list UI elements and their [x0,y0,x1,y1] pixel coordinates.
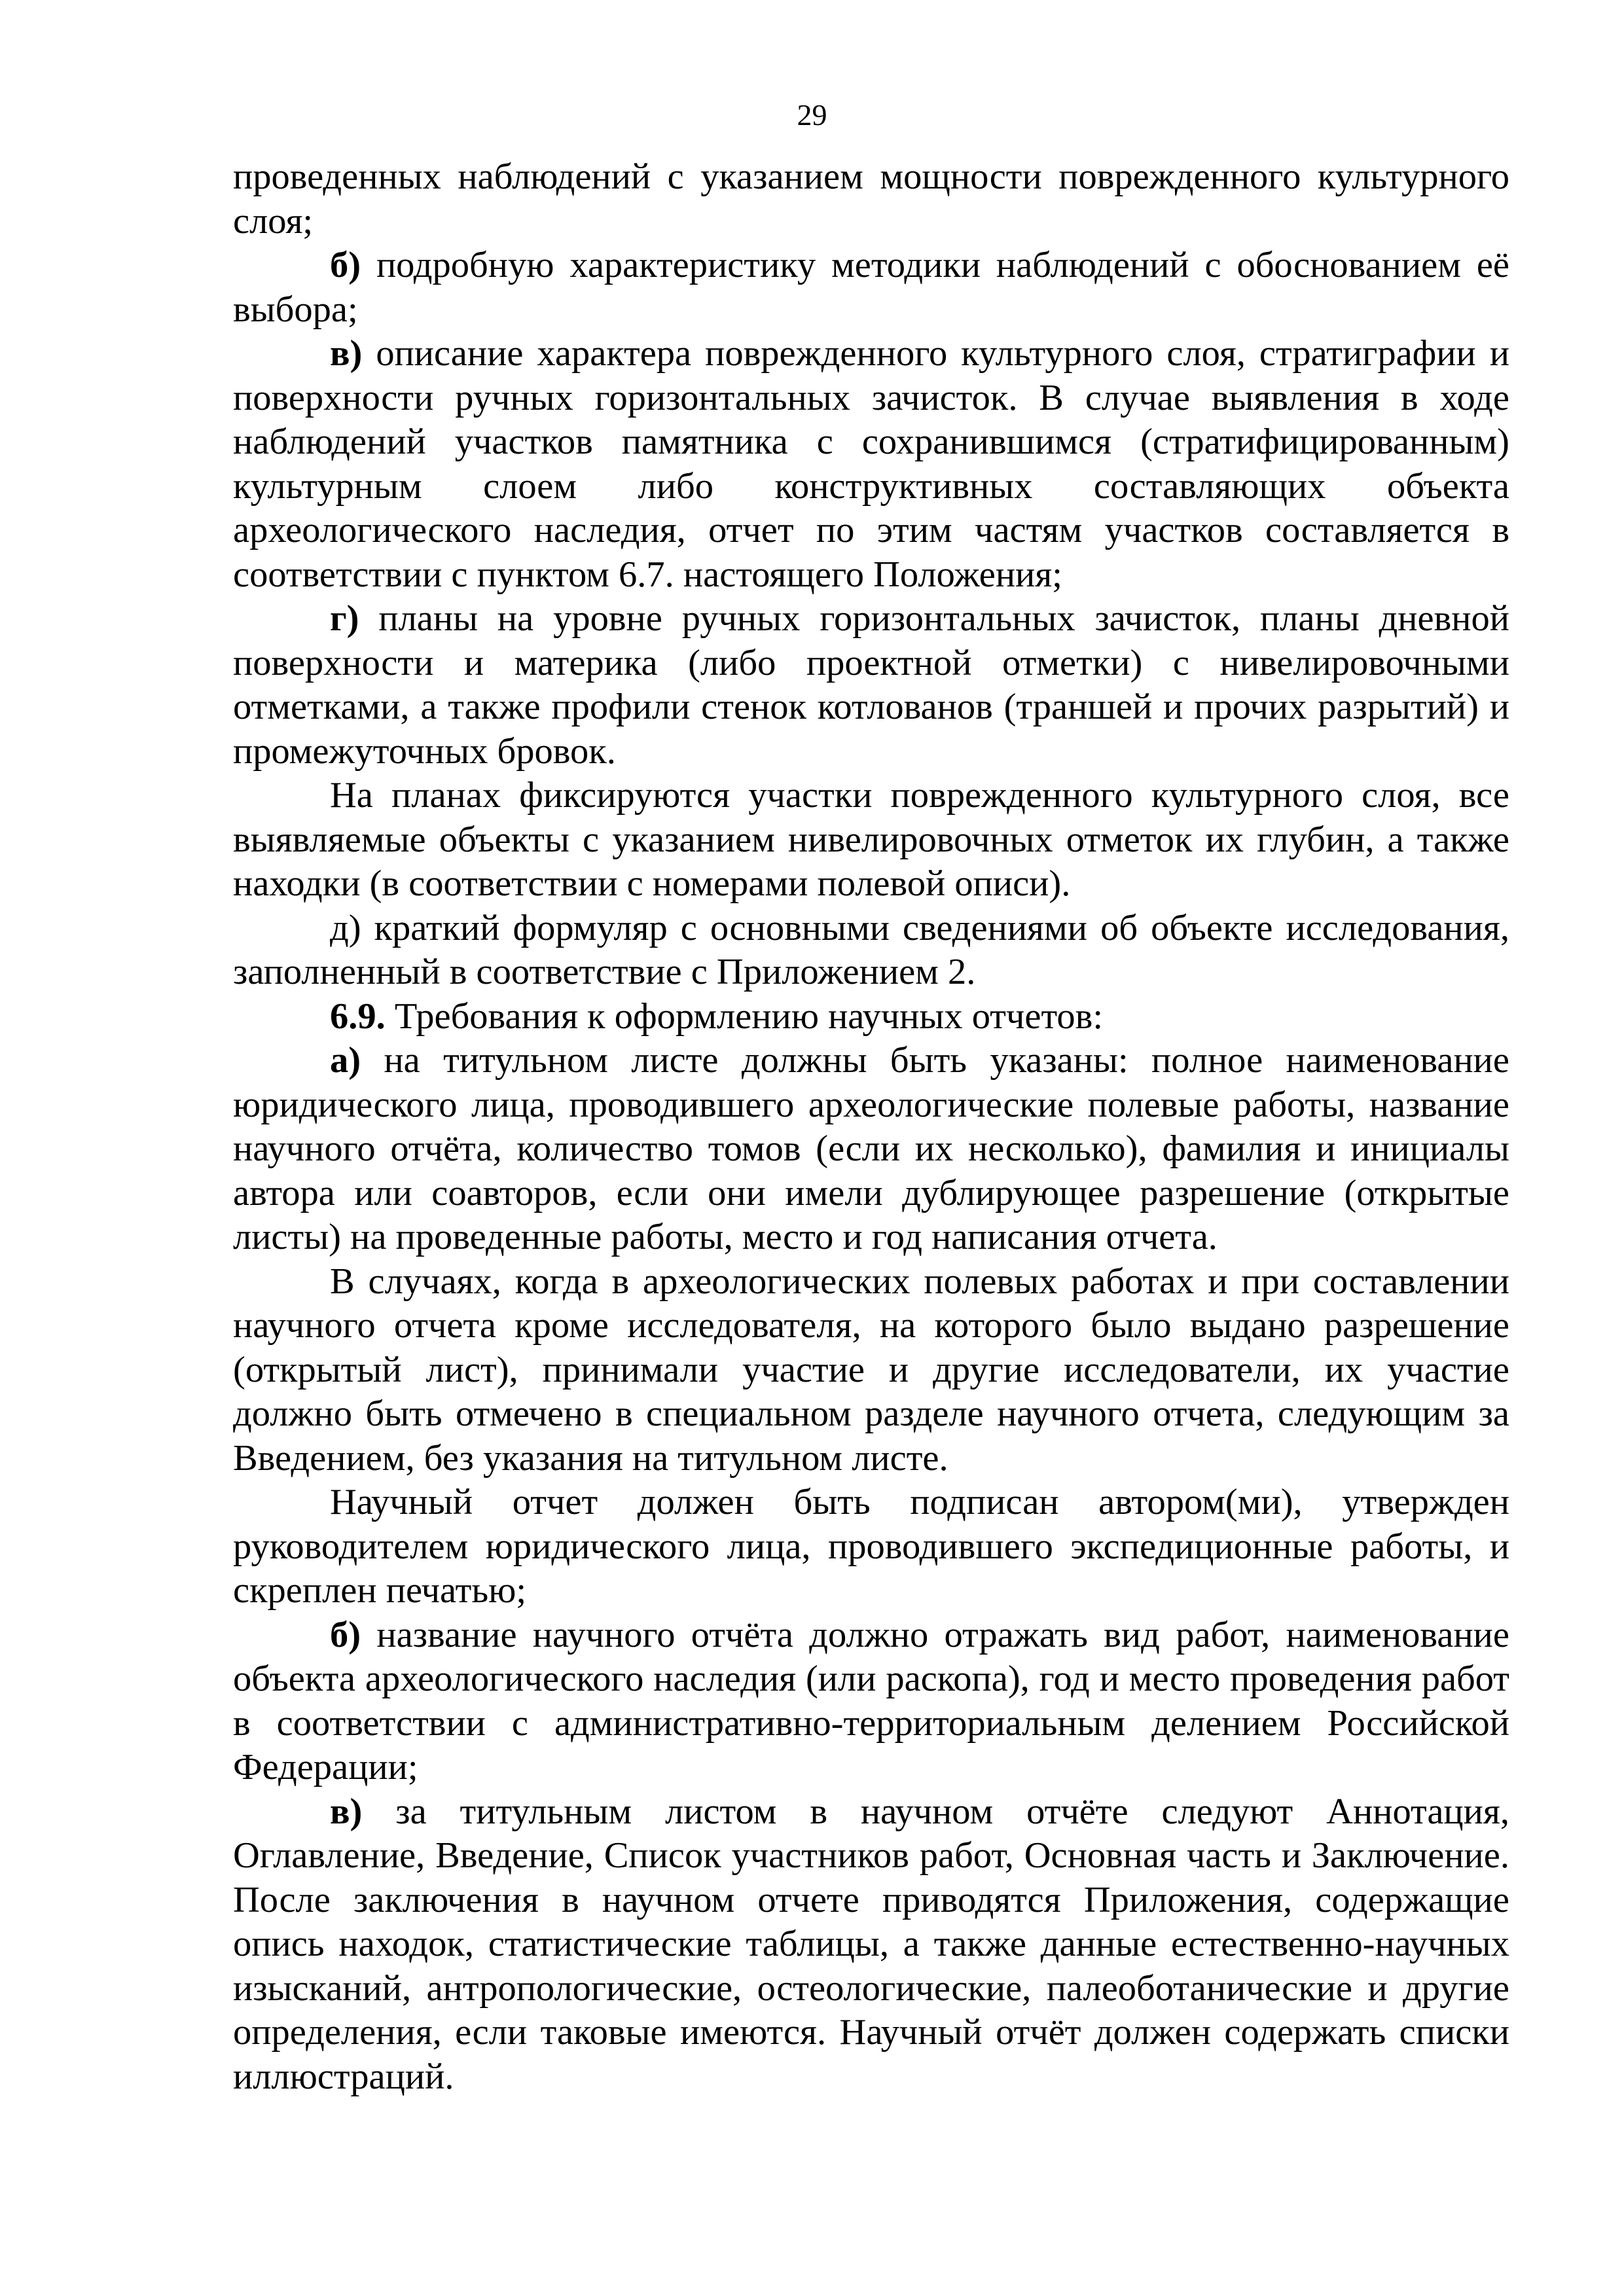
paragraph-item-v-2 [233,1790,1509,2100]
paragraph-text: В случаях, когда в археологических полевых работах и при составлении научного отчета кроме исследователя, на которого было выдано разрешение (открытый лист), принимали участие и другие исследователи, их участие должно быть отмечено в специальном разделе научного отчета, следующим за Введением, без указания на титульном листе. [233,1261,1509,1479]
paragraph-marker: а) [330,1040,361,1081]
paragraph-item-g [233,597,1509,774]
paragraph-marker: 6.9. [330,996,386,1037]
paragraph-text: На планах фиксируются участки поврежденного культурного слоя, все выявляемые объекты с указанием нивелировочных отметок их глубин, а также находки (в соответствии с номерами полевой описи). [233,775,1509,904]
paragraph-text: проведенных наблюдений с указанием мощности поврежденного культурного слоя; [233,156,1509,242]
paragraph-cases [233,1260,1509,1481]
paragraph-marker: в) [330,333,363,374]
paragraph-item-b-2 [233,1613,1509,1790]
paragraph-text: на титульном листе должны быть указаны: полное наименование юридического лица, проводившего археологические полевые работы, название научного отчёта, количество томов (если их несколько), фамилия и инициалы автора или соавторов, если они имели дублирующее разрешение (открытые листы) на проведенные работы, место и год написания отчета. [233,1040,1509,1257]
document-body [233,155,1509,2099]
paragraph-section-6-9 [233,995,1509,1039]
paragraph-plans [233,774,1509,906]
paragraph-item-a [233,1039,1509,1260]
paragraph-marker: г) [330,598,359,639]
paragraph-text: планы на уровне ручных горизонтальных зачисток, планы дневной поверхности и материка (либо проектной отметки) с нивелировочными отметками, а также профили стенок котлованов (траншей и прочих разрытий) и промежуточных бровок. [233,598,1509,772]
paragraph-signature [233,1480,1509,1613]
paragraph-marker: б) [330,1614,361,1655]
paragraph-item-d [233,906,1509,995]
paragraph-marker: б) [330,245,361,285]
paragraph-text: описание характера поврежденного культурного слоя, стратиграфии и поверхности ручных горизонтальных зачисток. В случае выявления в ходе наблюдений участков памятника с сохранившимся (стратифицированным) культурным слоем либо конструктивных составляющих объекта археологического наследия, отчет по этим частям участков составляется в соответствии с пунктом 6.7. настоящего Положения; [233,333,1509,595]
paragraph-text: д) краткий формуляр с основными сведениями об объекте исследования, заполненный в соответствие с Приложением 2. [233,907,1509,992]
paragraph-text: Научный отчет должен быть подписан автором(ми), утвержден руководителем юридического лица, проводившего экспедиционные работы, и скреплен печатью; [233,1482,1509,1611]
paragraph-marker: в) [330,1791,363,1832]
paragraph-item-v [233,332,1509,597]
paragraph-text: Требования к оформлению научных отчетов: [385,996,1104,1037]
paragraph-text: за титульным листом в научном отчёте следуют Аннотация, Оглавление, Введение, Список участников работ, Основная часть и Заключение. После заключения в научном отчете приводятся Приложения, содержащие опись находок, статистические таблицы, а также данные естественно-научных изысканий, антропологические, остеологические, палеоботанические и другие определения, если таковые имеются. Научный отчёт должен содержать списки иллюстраций. [233,1791,1509,2097]
paragraph-continuation [233,155,1509,243]
paragraph-item-b [233,243,1509,332]
page-number: 29 [797,98,827,132]
paragraph-text: подробную характеристику методики наблюдений с обоснованием её выбора; [233,245,1509,330]
paragraph-text: название научного отчёта должно отражать вид работ, наименование объекта археологического наследия (или раскопа), год и место проведения работ в соответствии с административно-территориальным делением Российской Федерации; [233,1614,1509,1787]
